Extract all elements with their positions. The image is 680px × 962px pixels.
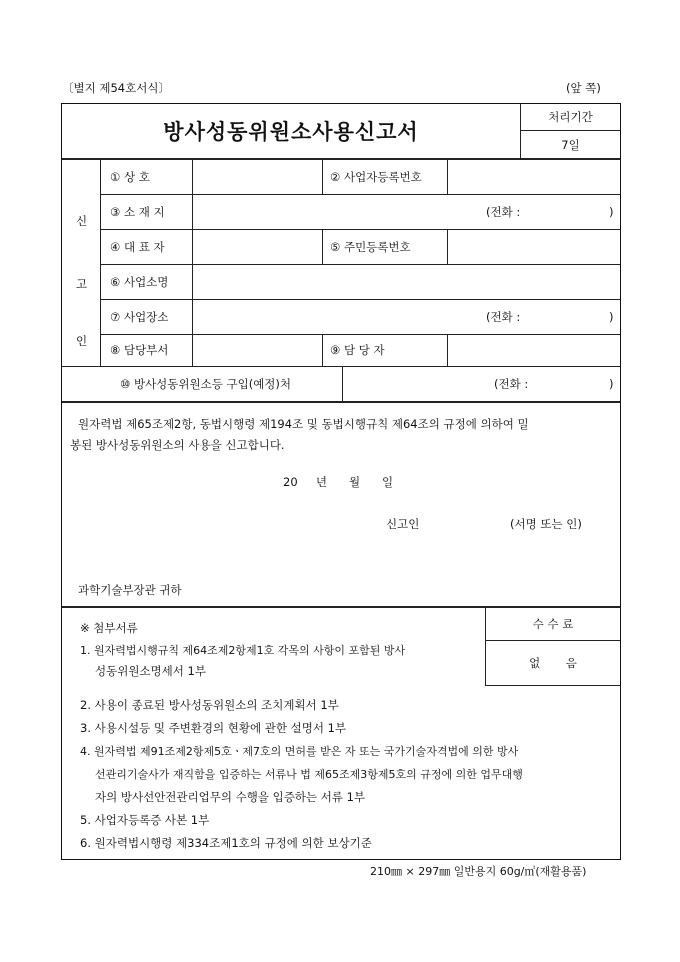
- address-phone-open: (전화 :: [486, 204, 521, 219]
- declaration-text-2: 봉된 방사성동위원소의 사용을 신고합니다.: [70, 438, 285, 452]
- attachment-item-3: 3. 사용시설등 및 주변환경의 현황에 관한 설명서 1부: [80, 721, 347, 735]
- purchase-phone-close: ): [609, 376, 614, 391]
- applicant-char-1: 신: [76, 214, 88, 228]
- site-phone-close: ): [609, 309, 614, 324]
- person-in-charge-label: ⑨ 담 당 자: [330, 343, 385, 357]
- attachment-item-4-cont-1: 선관리기술사가 재직함을 입증하는 서류나 법 제65조제3항제5호의 규정에 의한 업무대행: [95, 768, 523, 781]
- attachment-item-1: 1. 원자력법시행규칙 제64조제2항제1호 각목의 사항이 포함된 방사: [80, 644, 406, 657]
- signature-placeholder[interactable]: (서명 또는 인): [510, 517, 582, 531]
- fee-label: 수 수 료: [532, 616, 574, 631]
- applicant-char-2: 고: [76, 277, 88, 291]
- form-title: 방사성동위원소사용신고서: [163, 119, 419, 144]
- fee-value: 없 음: [529, 656, 577, 670]
- representative-label: ④ 대 표 자: [110, 239, 165, 254]
- department-input[interactable]: [193, 334, 322, 366]
- purchase-source-label: ⑩ 방사성동위원소등 구입(예정)처: [120, 376, 292, 391]
- addressee: 과학기술부장관 귀하: [78, 583, 182, 597]
- department-label: ⑧ 담당부서: [110, 343, 169, 357]
- trade-name-input[interactable]: [193, 159, 322, 194]
- site-phone-open: (전화 :: [486, 309, 521, 324]
- purchase-source-input[interactable]: [343, 366, 483, 401]
- representative-input[interactable]: [193, 229, 322, 264]
- declarant-label: 신고인: [386, 517, 420, 531]
- resident-reg-no-input[interactable]: [448, 229, 620, 264]
- address-input[interactable]: [193, 194, 483, 229]
- person-in-charge-input[interactable]: [448, 334, 620, 366]
- business-site-input[interactable]: [193, 299, 483, 334]
- business-reg-no-input[interactable]: [448, 159, 620, 194]
- attachments-heading: ※ 첨부서류: [80, 621, 138, 635]
- form-number: 〔별지 제54호서식〕: [62, 81, 170, 95]
- business-reg-no-label: ② 사업자등록번호: [330, 169, 422, 184]
- attachment-item-5: 5. 사업자등록증 사본 1부: [80, 813, 210, 827]
- purchase-phone-open: (전화 :: [494, 376, 529, 391]
- business-office-input[interactable]: [193, 264, 620, 299]
- paper-size-note: 210㎜ × 297㎜ 일반용지 60g/㎡(재활용품): [370, 865, 587, 878]
- applicant-section-label: [62, 159, 100, 366]
- business-site-label: ⑦ 사업장소: [110, 309, 169, 324]
- attachment-item-1-cont: 성동위원소명세서 1부: [95, 664, 206, 678]
- address-label: ③ 소 재 지: [110, 204, 165, 219]
- attachment-item-4: 4. 원자력법 제91조제2항제5호ㆍ제7호의 면허를 받은 자 또는 국가기술자격법에 의한 방사: [80, 745, 519, 758]
- processing-period-label: 처리기간: [548, 110, 593, 124]
- attachment-item-4-cont-2: 자의 방사선안전관리업무의 수행을 입증하는 서류 1부: [95, 790, 365, 804]
- applicant-char-3: 인: [76, 334, 88, 348]
- attachment-item-6: 6. 원자력법시행령 제334조제1호의 규정에 의한 보상기준: [80, 836, 372, 850]
- processing-period-value: 7일: [561, 137, 580, 152]
- resident-reg-no-label: ⑤ 주민등록번호: [330, 239, 411, 254]
- address-phone-close: ): [609, 204, 614, 219]
- trade-name-label: ① 상 호: [110, 169, 150, 184]
- business-office-label: ⑥ 사업소명: [110, 274, 169, 289]
- declaration-text-1: 원자력법 제65조제2항, 동법시행령 제194조 및 동법시행규칙 제64조의 규정에 의하여 밀: [78, 417, 529, 431]
- attachment-item-2: 2. 사용이 종료된 방사성동위원소의 조치계획서 1부: [80, 698, 339, 712]
- declaration-date: 20 년 월 일: [283, 475, 394, 489]
- page-side-label: (앞 쪽): [566, 81, 601, 95]
